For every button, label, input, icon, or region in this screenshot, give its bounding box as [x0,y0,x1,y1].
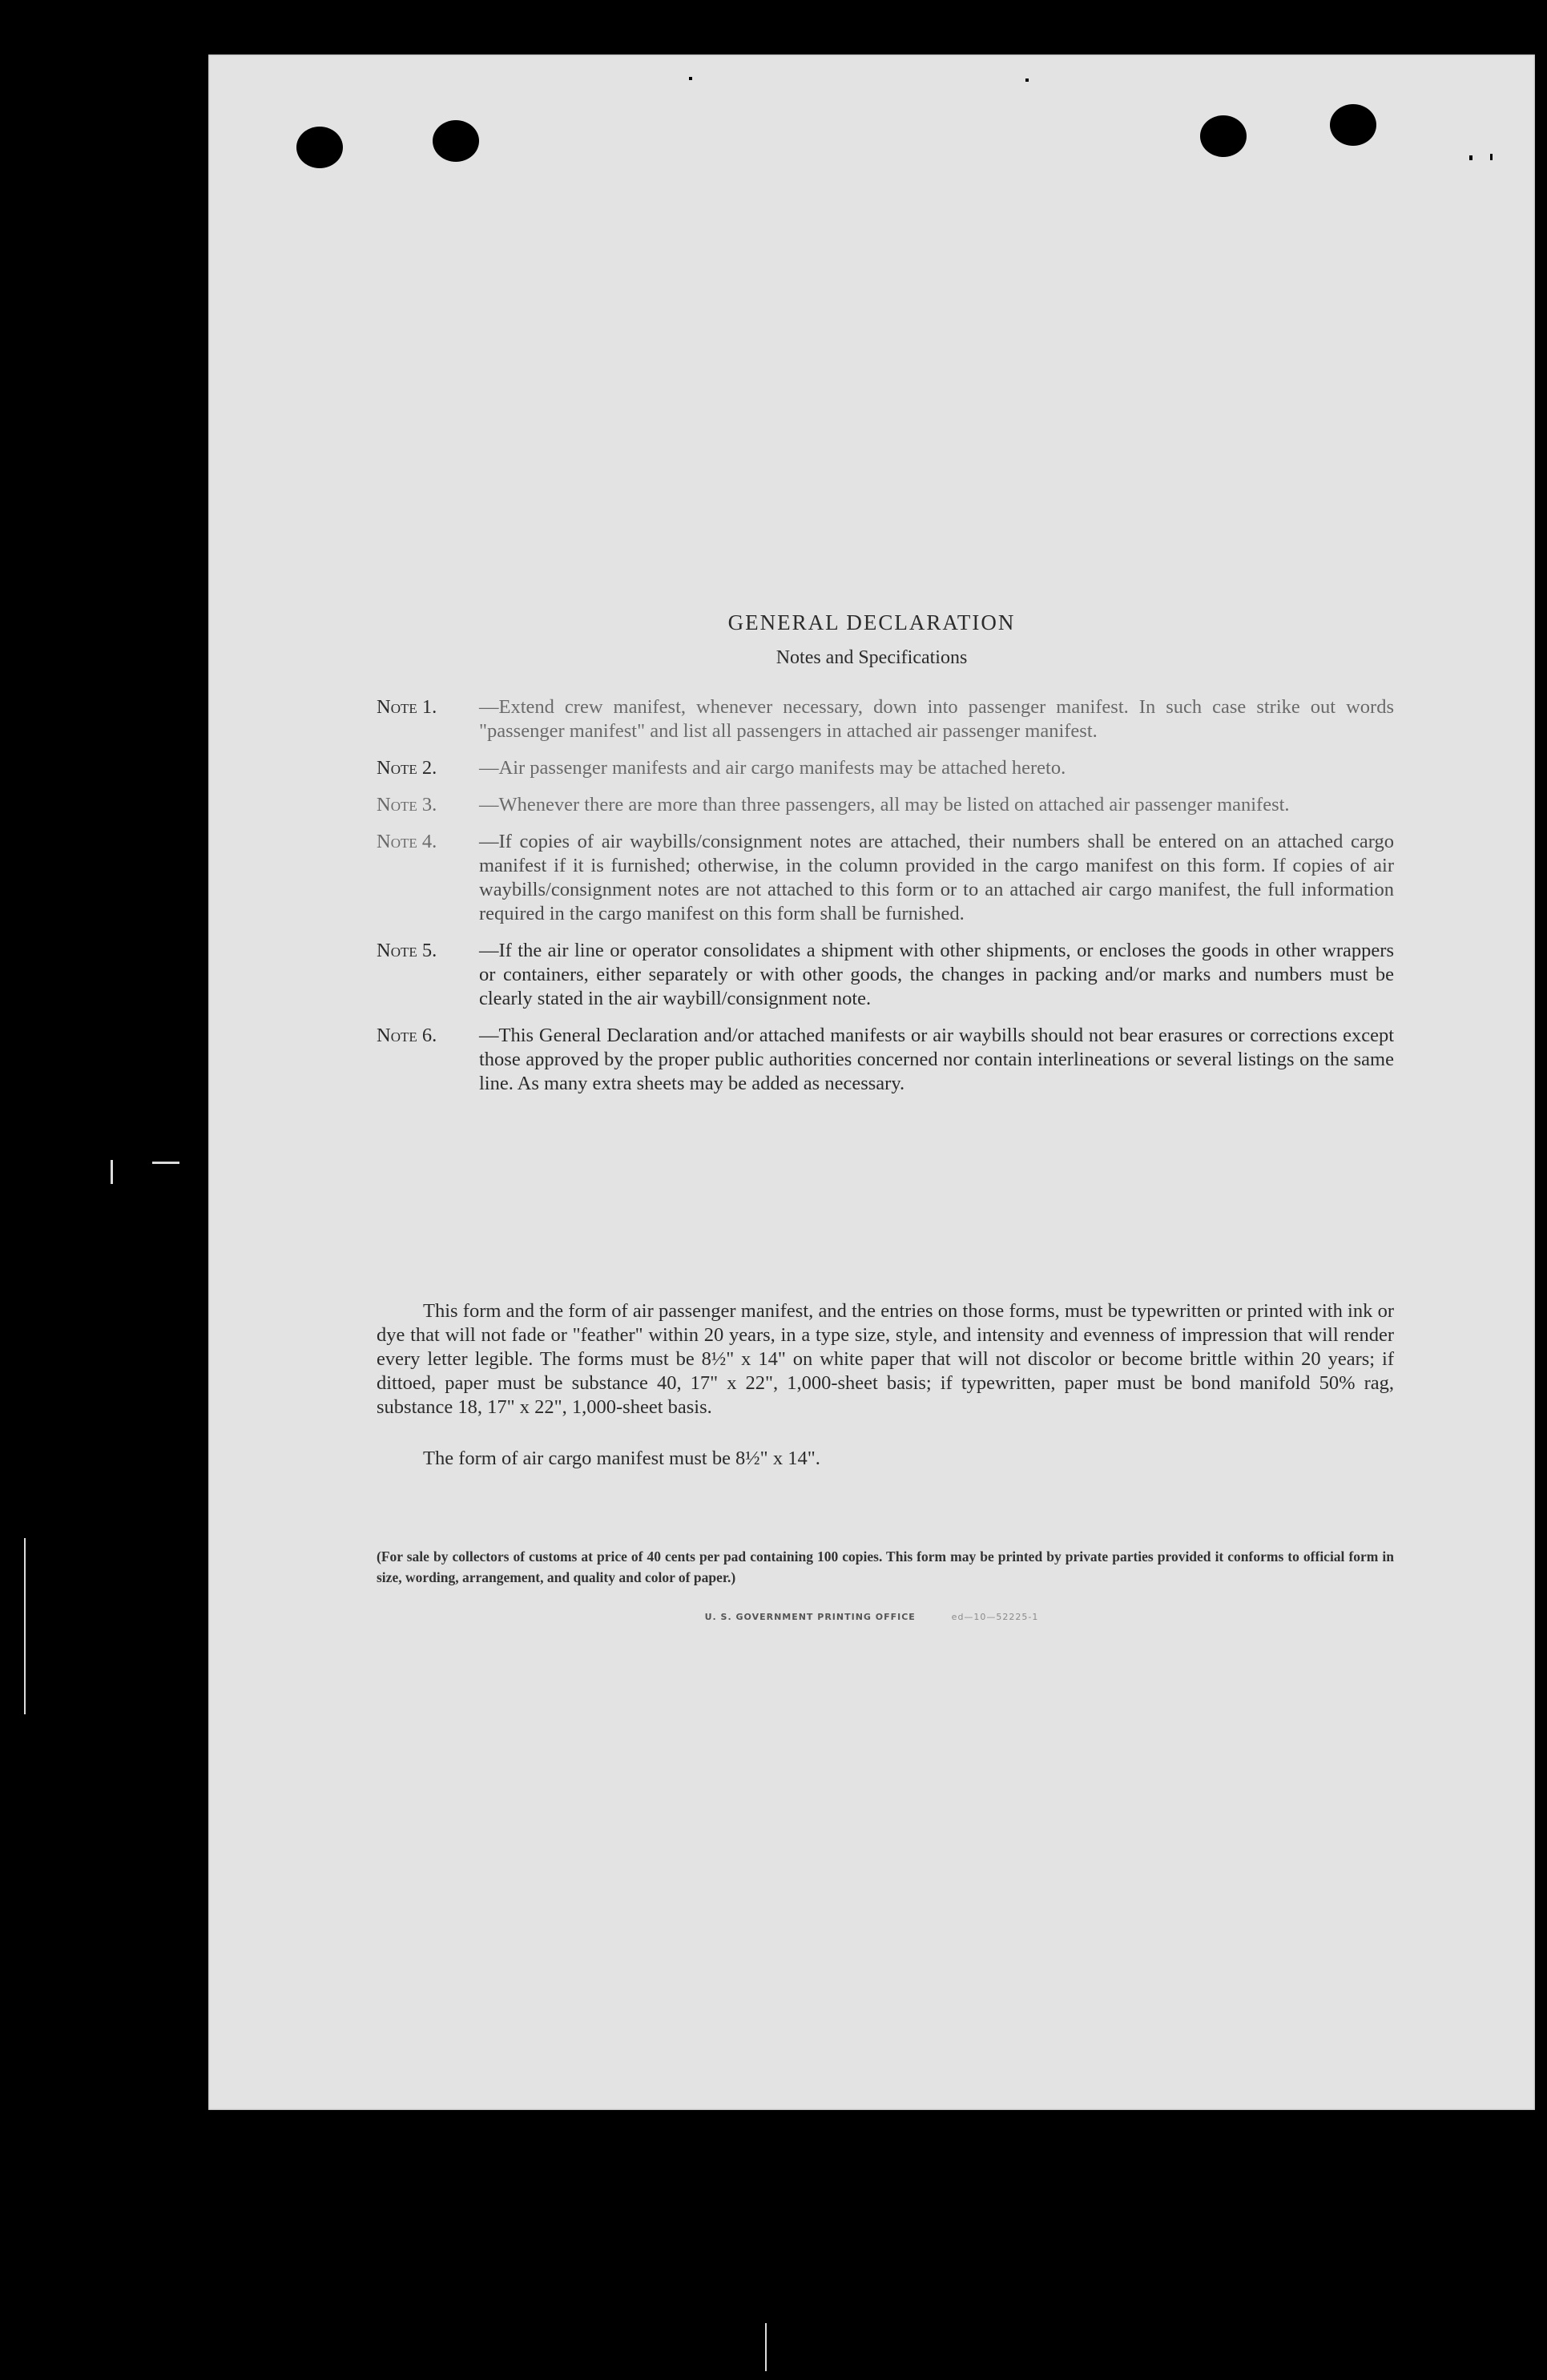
paper-specification-paragraph: This form and the form of air passenger manifest, and the entries on those forms, must be typewritten or printed with ink or dye that will not fade or "feather" within 20 years, in a type size, style, and intensity and evenness of impression that will render every letter legible. The forms must be 8½" x 14" on white paper that will not discolor or become brittle within 20 years; if dittoed, paper must be substance 40, 17" x 22", 1,000-sheet basis; if typewritten, paper must be bond manifold 50% rag, substance 18, 17" x 22", 1,000-sheet basis. [377,1300,1394,1418]
note-1 [377,695,1394,743]
scan-speck [1469,155,1472,160]
note-5 [377,939,1394,1011]
note-text: —If the air line or operator consolidates a shipment with other shipments, or encloses the goods in other wrappers or containers, either separately or with other goods, the changes in packing and/or marks and numbers must be clearly stated in the air waybill/consignment note. [479,940,1394,1009]
scan-speck [1490,154,1493,160]
document-sheet [208,54,1535,2110]
scan-edge-mark [152,1162,179,1164]
note-label: Note 5. [377,940,437,961]
note-label: Note 2. [377,757,437,779]
note-6 [377,1024,1394,1096]
note-text: —Air passenger manifests and air cargo manifests may be attached hereto. [479,757,1066,779]
punch-hole-icon [433,120,479,162]
sale-note: (For sale by collectors of customs at price of 40 cents per pad containing 100 copies. This form may be printed by private parties provided it conforms to official form in size, wording, arrangement, and quality and color of paper.) [377,1548,1394,1585]
note-label: Note 3. [377,794,437,815]
scan-speck [1025,79,1029,82]
note-3 [377,793,1394,817]
printer-name: U. S. GOVERNMENT PRINTING OFFICE [704,1612,916,1622]
punch-hole-icon [1200,115,1247,157]
printer-imprint [208,1612,1535,1622]
page-subtitle: Notes and Specifications [776,647,968,668]
note-label: Note 4. [377,831,437,852]
note-text: —Extend crew manifest, whenever necessary, down into passenger manifest. In such case strike out words "passenger manifest" and list all passengers in attached air passenger manifest. [479,696,1394,742]
note-4 [377,830,1394,926]
note-2 [377,756,1394,780]
scan-edge-mark [765,2323,767,2371]
scan-edge-mark [24,1538,26,1714]
punch-hole-icon [296,127,343,168]
notes-list [377,695,1394,1109]
note-text: —If copies of air waybills/consignment notes are attached, their numbers shall be entered on an attached cargo manifest if it is furnished; otherwise, in the column provided in the cargo manifest on this form. If copies of air waybills/consignment notes are not attached to this form or to an attached air cargo manifest, the full information required in the cargo manifest on this form shall be furnished. [479,831,1394,924]
scan-speck [689,77,692,80]
note-text: —This General Declaration and/or attached manifests or air waybills should not bear erasures or corrections except those approved by the proper public authorities concerned nor contain interlineations or several listings on the same line. As many extra sheets may be added as necessary. [479,1025,1394,1094]
page-title: GENERAL DECLARATION [727,610,1016,634]
printer-code: ed—10—52225-1 [951,1612,1039,1622]
note-text: —Whenever there are more than three passengers, all may be listed on attached air passenger manifest. [479,794,1290,815]
punch-hole-icon [1330,104,1376,146]
note-label: Note 6. [377,1025,437,1046]
cargo-manifest-size-paragraph: The form of air cargo manifest must be 8½" x 14". [423,1448,820,1469]
note-label: Note 1. [377,696,437,718]
scan-edge-mark [111,1160,113,1184]
